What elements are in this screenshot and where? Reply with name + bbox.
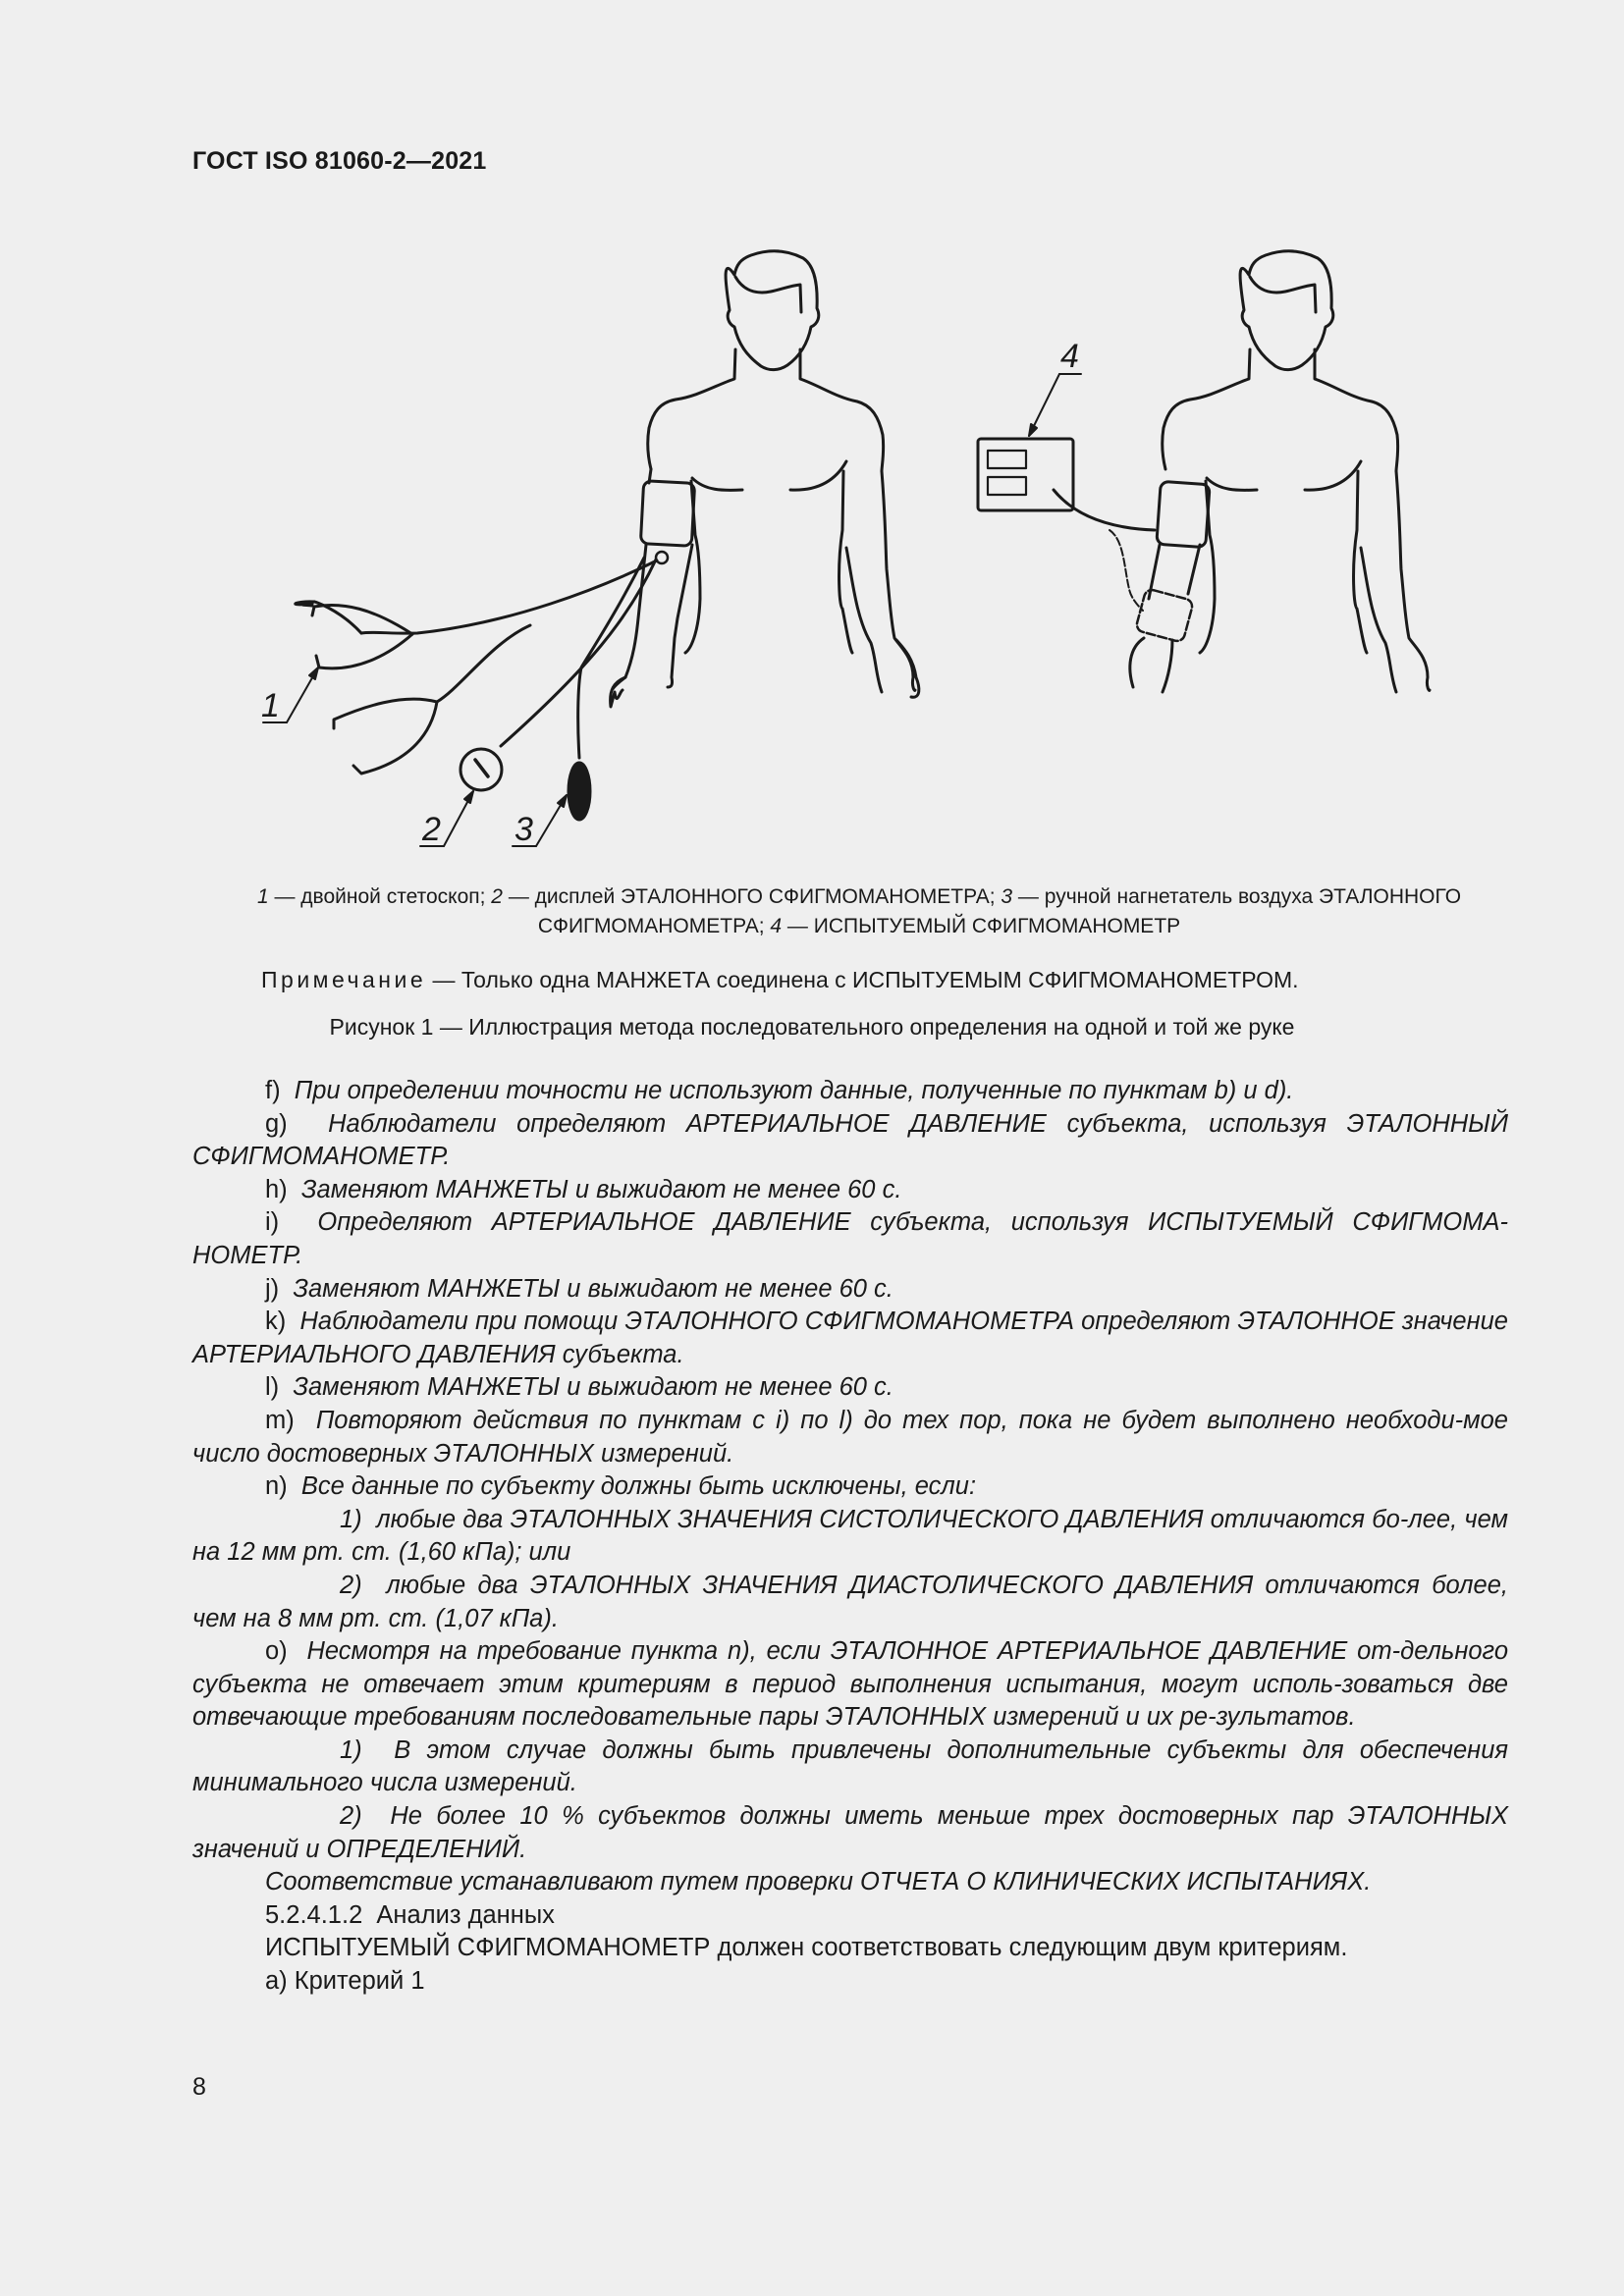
- criteria-intro: ИСПЫТУЕМЫЙ СФИГМОМАНОМЕТР должен соответствовать следующим двум критериям.: [265, 1934, 1348, 1962]
- label-leaders: [263, 374, 1081, 846]
- page-number: 8: [192, 2073, 206, 2101]
- list-item-o-1: 1) В этом случае должны быть привлечены дополнительные субъекты для обеспечения минимального числа измерений.: [192, 1735, 1509, 1797]
- left-person-outline: [613, 251, 915, 692]
- list-item-n-1: 1) любые два ЭТАЛОННЫХ ЗНАЧЕНИЯ СИСТОЛИЧЕСКОГО ДАВЛЕНИЯ отличаются бо-лее, чем на 12 мм рт. ст. (1,60 кПа); или: [192, 1505, 1508, 1567]
- list-item-n: n) Все данные по субъекту должны быть исключены, если:: [265, 1472, 977, 1501]
- conformity-statement: Соответствие устанавливают путем проверки ОТЧЕТА О КЛИНИЧЕСКИХ ИСПЫТАНИЯХ.: [265, 1868, 1372, 1896]
- figure-legend: [196, 882, 1522, 941]
- list-item-f: f) При определении точности не используют данные, полученные по пунктам b) и d).: [265, 1077, 1294, 1104]
- section-title: Анализ данных: [376, 1900, 555, 1929]
- page-header-standard-id: ГОСТ ISO 81060-2—2021: [192, 147, 487, 175]
- legend-text-3: — ручной нагнетатель воздуха ЭТАЛОННОГО СФИГМОМАНОМЕТРА;: [537, 885, 1462, 937]
- list-item-l: l) Заменяют МАНЖЕТЫ и выжидают не менее 60 с.: [265, 1373, 893, 1402]
- section-heading: [192, 1899, 1508, 1933]
- figure-label-2: 2: [422, 811, 441, 848]
- legend-text-2: — дисплей ЭТАЛОННОГО СФИГМОМАНОМЕТРА;: [502, 885, 1001, 908]
- list-item-o-2: 2) Не более 10 % субъектов должны иметь меньше трех достоверных пар ЭТАЛОННЫХ значений и ОПРЕДЕЛЕНИЙ.: [192, 1802, 1508, 1863]
- list-item-i: i) Определяют АРТЕРИАЛЬНОЕ ДАВЛЕНИЕ субъекта, используя ИСПЫТУЕМЫЙ СФИГМОМА-НОМЕТР.: [192, 1208, 1508, 1269]
- list-item-k: k) Наблюдатели при помощи ЭТАЛОННОГО СФИГМОМАНОМЕТРА определяют ЭТАЛОННОЕ значение АРТЕРИАЛЬНОГО ДАВЛЕНИЯ субъекта.: [192, 1308, 1508, 1368]
- list-item-g: g) Наблюдатели определяют АРТЕРИАЛЬНОЕ ДАВЛЕНИЕ субъекта, используя ЭТАЛОННЫЙ СФИГМОМАНОМЕТР.: [192, 1109, 1508, 1171]
- list-item-m: m) Повторяют действия по пунктам с i) по l) до тех пор, пока не будет выполнено необходи-мое число достоверных ЭТАЛОННЫХ измерений.: [192, 1406, 1508, 1468]
- body-text: [192, 1075, 1508, 1999]
- note-label: Примечание: [261, 967, 427, 992]
- list-item-h: h) Заменяют МАНЖЕТЫ и выжидают не менее 60 с.: [265, 1175, 902, 1203]
- section-number: 5.2.4.1.2: [265, 1900, 363, 1929]
- hand-bulb-icon: [568, 558, 644, 820]
- left-hand: [611, 677, 625, 707]
- tested-sphygmomanometer-icon: [978, 439, 1155, 611]
- figure-illustration: [0, 0, 1624, 883]
- figure-label-4: 4: [1060, 338, 1079, 375]
- legend-num-3: 3: [1001, 885, 1013, 908]
- right-hand: [896, 640, 919, 697]
- legend-num-4: 4: [770, 915, 783, 937]
- figure-caption: Рисунок 1 — Иллюстрация метода последовательного определения на одной и той же руке: [329, 1014, 1295, 1040]
- legend-num-1: 1: [256, 885, 269, 908]
- legend-num-2: 2: [491, 885, 503, 908]
- figure-note: [261, 967, 1299, 993]
- list-item-o: o) Несмотря на требование пункта n), если ЭТАЛОННОЕ АРТЕРИАЛЬНОЕ ДАВЛЕНИЕ от-дельного субъекта не отвечает этим критериям в период выполнения испытания, могут исполь-зоваться две отвечающие требованиям последовательные пары ЭТАЛОННЫХ измерений и их ре-зультатов.: [192, 1637, 1509, 1732]
- figure-1: [0, 0, 1624, 883]
- legend-text-1: — двойной стетоскоп;: [268, 885, 492, 908]
- stethoscope-icon: [296, 552, 668, 774]
- note-text: — Только одна МАНЖЕТА соединена с ИСПЫТУЕМЫМ СФИГМОМАНОМЕТРОМ.: [426, 967, 1299, 992]
- list-item-j: j) Заменяют МАНЖЕТЫ и выжидают не менее 60 с.: [265, 1274, 893, 1303]
- figure-label-3: 3: [514, 811, 533, 848]
- list-item-n-2: 2) любые два ЭТАЛОННЫХ ЗНАЧЕНИЯ ДИАСТОЛИЧЕСКОГО ДАВЛЕНИЯ отличаются более, чем на 8 мм рт. ст. (1,07 кПа).: [192, 1571, 1508, 1632]
- criterion-a: а) Критерий 1: [265, 1967, 425, 1996]
- right-person-outline: [1130, 251, 1430, 692]
- legend-text-4: — ИСПЫТУЕМЫЙ СФИГМОМАНОМЕТР: [782, 915, 1181, 937]
- figure-label-1: 1: [261, 687, 280, 724]
